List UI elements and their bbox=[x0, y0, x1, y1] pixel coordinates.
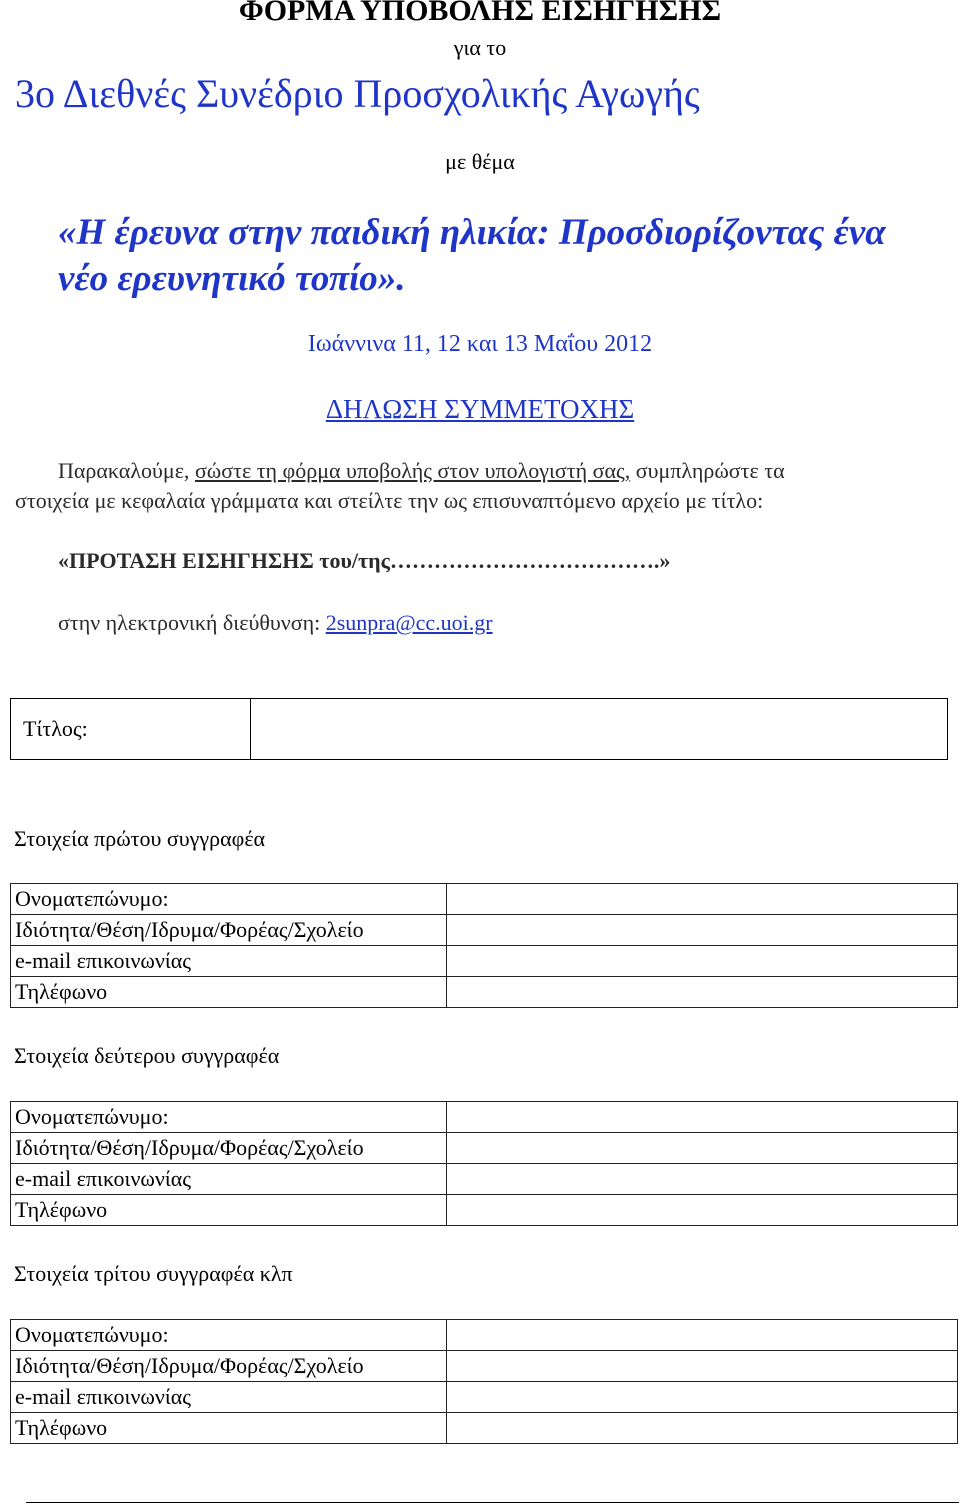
title-field-row bbox=[10, 698, 948, 760]
title-field-input[interactable] bbox=[251, 699, 947, 759]
author-field-input[interactable] bbox=[447, 884, 958, 915]
author-row bbox=[11, 1320, 958, 1351]
author-section-label: Στοιχεία δεύτερου συγγραφέα bbox=[14, 1043, 280, 1068]
author-field-input[interactable] bbox=[447, 946, 958, 977]
title-field-label: Τίτλος: bbox=[11, 699, 251, 759]
author-row bbox=[11, 1413, 958, 1444]
author-row bbox=[11, 1382, 958, 1413]
for-text: για το bbox=[453, 35, 507, 60]
author-row bbox=[11, 915, 958, 946]
email-line bbox=[58, 610, 493, 636]
author-field-label: Ιδιότητα/Θέση/Ιδρυμα/Φορέας/Σχολείο bbox=[11, 1351, 447, 1382]
instructions-part-1: Παρακαλούμε, bbox=[58, 458, 195, 483]
author-table bbox=[10, 1101, 958, 1226]
author-field-label: e-mail επικοινωνίας bbox=[11, 946, 447, 977]
theme-line-1: «Η έρευνα στην παιδική ηλικία: Προσδιορίζοντας ένα bbox=[58, 212, 886, 253]
author-field-input[interactable] bbox=[447, 1382, 958, 1413]
author-field-input[interactable] bbox=[447, 1351, 958, 1382]
declaration-text: ΔΗΛΩΣΗ ΣΥΜΜΕΤΟΧΗΣ bbox=[325, 394, 635, 424]
author-table bbox=[10, 883, 958, 1008]
author-row bbox=[11, 1102, 958, 1133]
author-field-label: e-mail επικοινωνίας bbox=[11, 1382, 447, 1413]
declaration-heading bbox=[0, 394, 960, 424]
proposal-filename: «ΠΡΟΤΑΣΗ ΕΙΣΗΓΗΣΗΣ του/της……………………………….» bbox=[58, 548, 671, 573]
form-title: ΦΟΡΜΑ ΥΠΟΒΟΛΗΣ ΕΙΣΗΓΗΣΗΣ bbox=[238, 0, 722, 27]
bottom-divider bbox=[26, 1502, 959, 1503]
author-field-input[interactable] bbox=[447, 915, 958, 946]
author-field-input[interactable] bbox=[447, 1413, 958, 1444]
author-field-label: Ονοματεπώνυμο: bbox=[11, 884, 447, 915]
theme-line-2: νέο ερευνητικό τοπίο». bbox=[58, 258, 406, 299]
conference-dates: Ιωάννινα 11, 12 και 13 Μαΐου 2012 bbox=[307, 331, 653, 357]
conference-name: 3ο Διεθνές Συνέδριο Προσχολικής Αγωγής bbox=[15, 71, 700, 116]
author-section-label: Στοιχεία πρώτου συγγραφέα bbox=[14, 826, 266, 851]
author-row bbox=[11, 884, 958, 915]
author-field-input[interactable] bbox=[447, 1102, 958, 1133]
email-link[interactable]: 2sunpra@cc.uoi.gr bbox=[325, 610, 493, 635]
theme-label: με θέμα bbox=[445, 149, 515, 174]
author-row bbox=[11, 977, 958, 1008]
instructions-underlined: σώστε τη φόρμα υποβολής στον υπολογιστή σας, bbox=[194, 458, 631, 483]
author-section-label: Στοιχεία τρίτου συγγραφέα κλπ bbox=[14, 1261, 293, 1286]
author-field-input[interactable] bbox=[447, 1195, 958, 1226]
author-field-input[interactable] bbox=[447, 1320, 958, 1351]
instructions-line-2: στοιχεία με κεφαλαία γράμματα και στείλτε την ως επισυναπτόμενο αρχείο με τίτλο: bbox=[15, 488, 764, 513]
author-row bbox=[11, 1133, 958, 1164]
author-row bbox=[11, 1195, 958, 1226]
author-row bbox=[11, 946, 958, 977]
author-row bbox=[11, 1164, 958, 1195]
author-row bbox=[11, 1351, 958, 1382]
author-field-label: Ονοματεπώνυμο: bbox=[11, 1102, 447, 1133]
author-field-input[interactable] bbox=[447, 1164, 958, 1195]
author-field-label: Ιδιότητα/Θέση/Ιδρυμα/Φορέας/Σχολείο bbox=[11, 1133, 447, 1164]
author-field-label: Τηλέφωνο bbox=[11, 1413, 447, 1444]
author-table bbox=[10, 1319, 958, 1444]
email-prefix: στην ηλεκτρονική διεύθυνση: bbox=[58, 610, 326, 635]
author-field-label: Τηλέφωνο bbox=[11, 1195, 447, 1226]
author-field-label: Τηλέφωνο bbox=[11, 977, 447, 1008]
author-field-label: Ονοματεπώνυμο: bbox=[11, 1320, 447, 1351]
author-field-label: e-mail επικοινωνίας bbox=[11, 1164, 447, 1195]
author-field-input[interactable] bbox=[447, 1133, 958, 1164]
author-field-input[interactable] bbox=[447, 977, 958, 1008]
instructions-line-1 bbox=[58, 458, 785, 484]
conference-theme bbox=[58, 210, 948, 302]
author-field-label: Ιδιότητα/Θέση/Ιδρυμα/Φορέας/Σχολείο bbox=[11, 915, 447, 946]
instructions-part-2: συμπληρώστε τα bbox=[630, 458, 785, 483]
